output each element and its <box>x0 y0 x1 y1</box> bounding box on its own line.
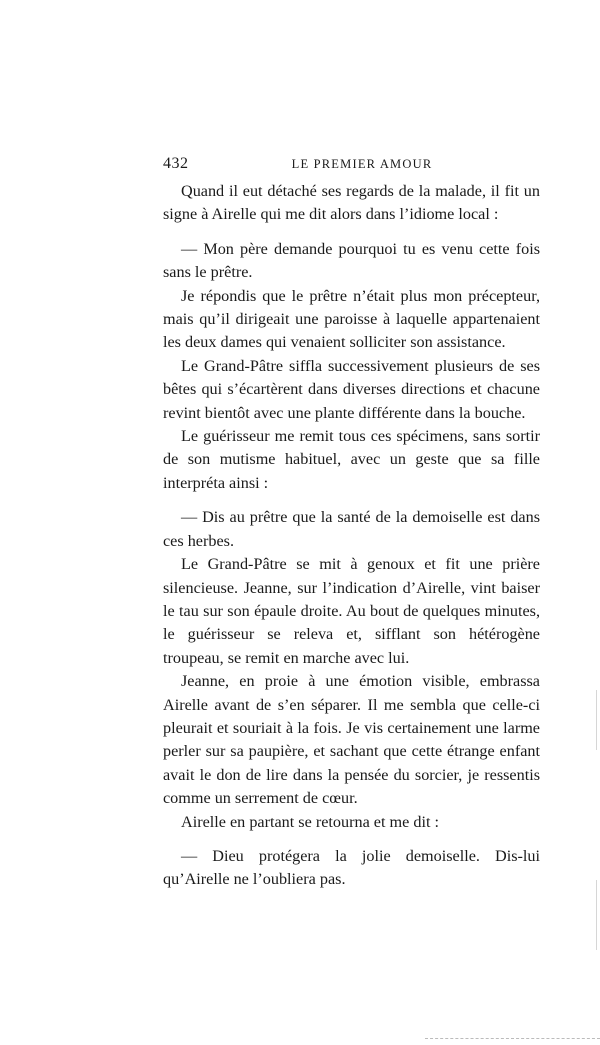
paragraph: Airelle en partant se retourna et me dit : <box>181 812 439 831</box>
paragraph: Jeanne, en proie à une émotion visible, embrassa Airelle avant de s’en séparer. Il me sembla que celle-ci pleurait et souriait à la fois. Je vis certainement une larme perler sur sa paupière, et sachant que cette étrange enfant avait le don de lire dans la pensée du sorcier, je ressentis comme un serrement de cœur. <box>163 672 540 808</box>
scan-edge-mark <box>596 690 597 750</box>
scan-artifact-top <box>0 4 600 5</box>
paragraph: Je répondis que le prêtre n’était plus mon précepteur, mais qu’il dirigeait une paroisse à laquelle appartenaient les deux dames qui venaient solliciter son assistance. <box>163 286 540 352</box>
dialog-paragraph: — Dieu protégera la jolie demoiselle. Dis-lui qu’Airelle ne l’oubliera pas. <box>163 846 540 889</box>
page-number: 432 <box>163 155 189 172</box>
paragraph: Le Grand-Pâtre se mit à genoux et fit une prière silencieuse. Jeanne, sur l’indication d’Airelle, vint baiser le tau sur son épaule droite. Au bout de quelques minutes, le guérisseur se releva et, sifflant son hétérogène troupeau, se remit en marche avec lui. <box>163 555 540 667</box>
dialog-paragraph: — Mon père demande pourquoi tu es venu cette fois sans le prêtre. <box>163 239 540 282</box>
running-title: LE PREMIER AMOUR <box>291 157 433 171</box>
scan-edge-mark <box>596 880 597 950</box>
scan-artifact-bottom <box>425 1038 600 1039</box>
paragraph: Quand il eut détaché ses regards de la malade, il fit un signe à Airelle qui me dit alors dans l’idiome local : <box>163 182 540 224</box>
paragraph: Le Grand-Pâtre siffla successivement plusieurs de ses bêtes qui s’écartèrent dans diverses directions et chacune revint bientôt avec une plante différente dans la bouche. <box>163 356 540 422</box>
page-header <box>163 155 541 177</box>
paragraph: Le guérisseur me remit tous ces spécimens, sans sortir de son mutisme habituel, avec un geste que sa fille interpréta ainsi : <box>163 427 540 492</box>
body-text <box>163 180 540 892</box>
dialog-paragraph: — Dis au prêtre que la santé de la demoiselle est dans ces herbes. <box>163 508 540 550</box>
